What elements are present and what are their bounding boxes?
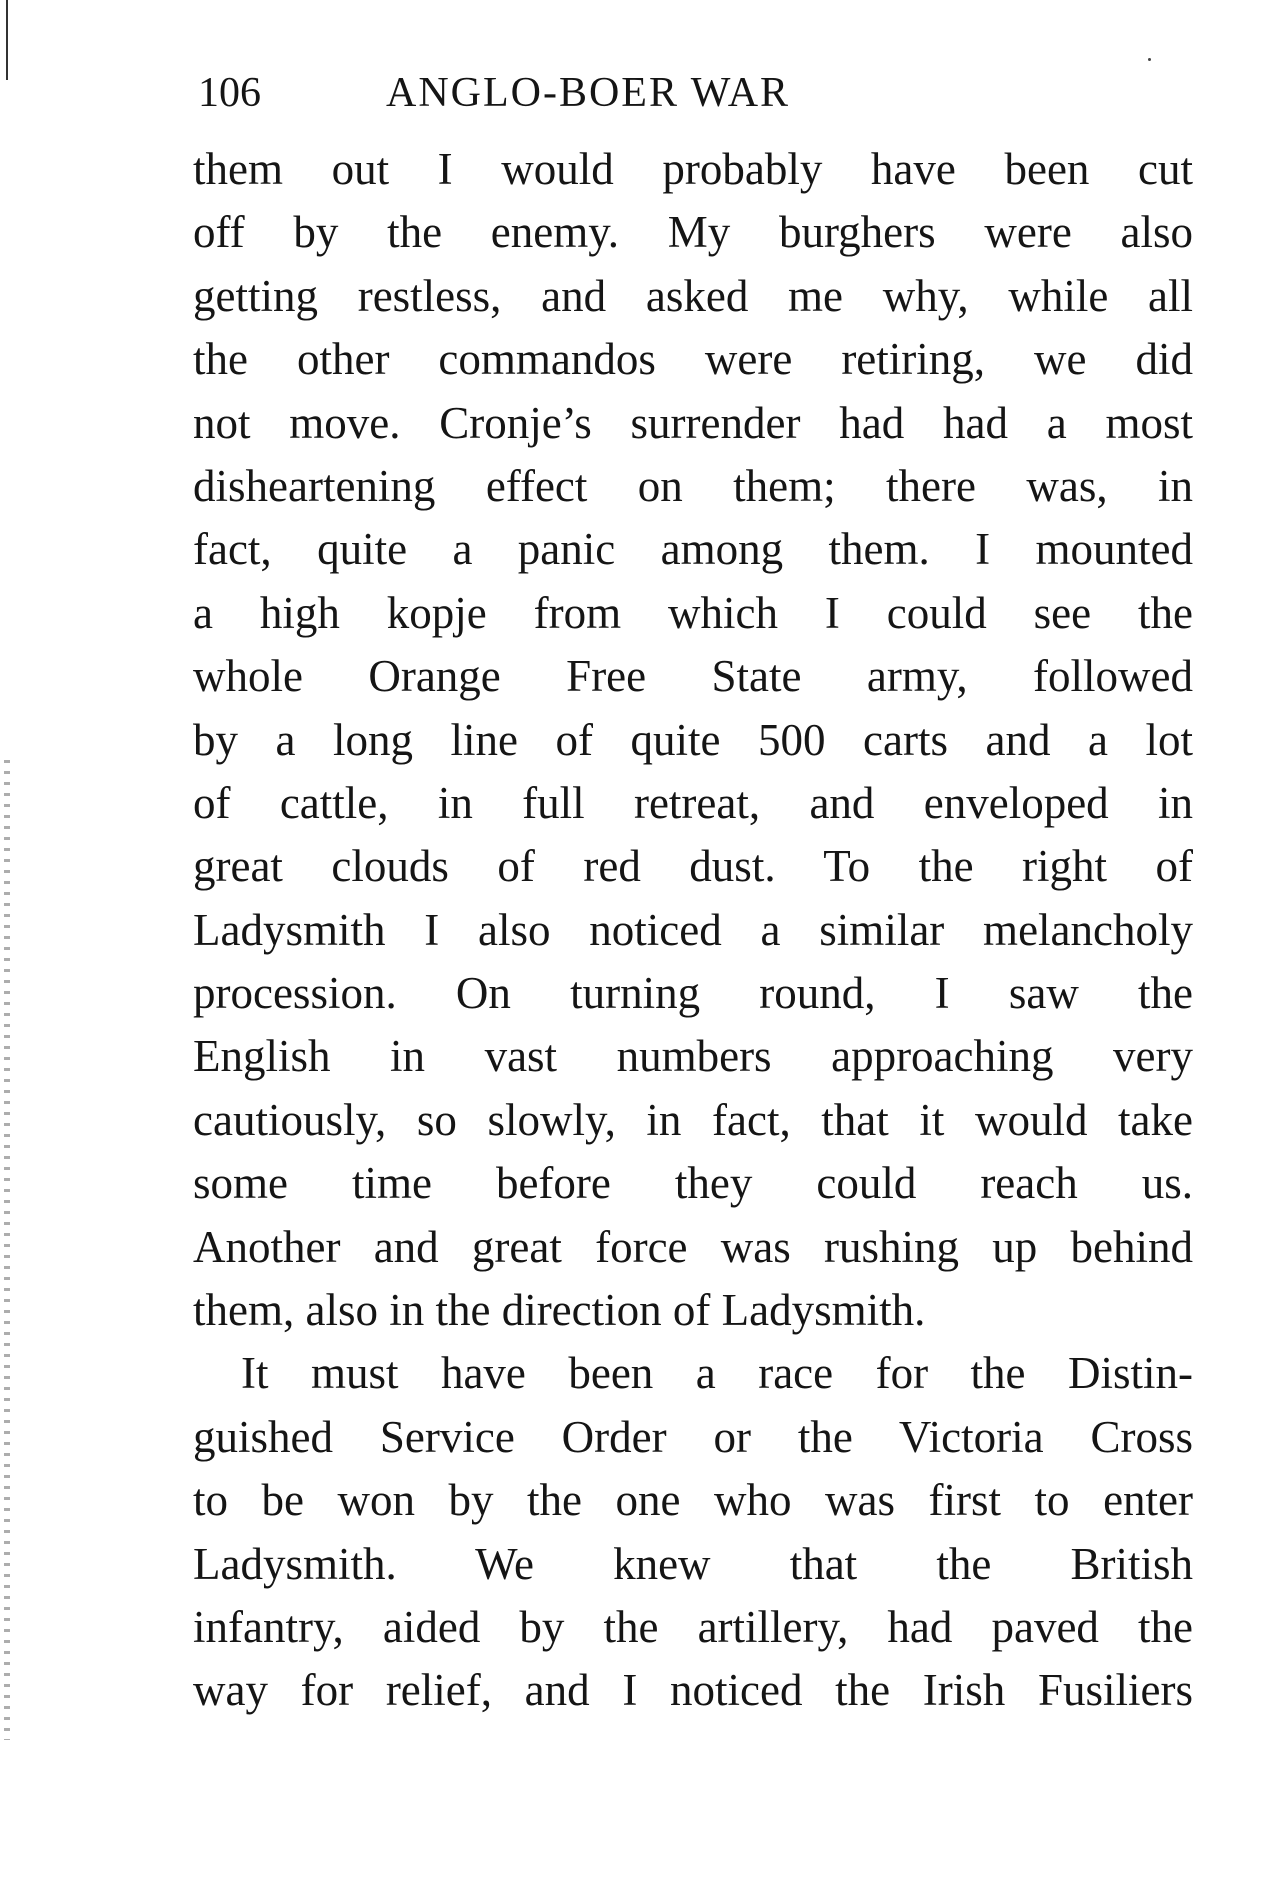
- body-text: [193, 138, 1193, 1723]
- text-line: Ladysmith. We knew that the British: [193, 1538, 1193, 1589]
- text-line: infantry, aided by the artillery, had paved the: [193, 1601, 1193, 1652]
- scan-speck: [1148, 58, 1151, 61]
- text-line: them, also in the direction of Ladysmith.: [193, 1285, 926, 1336]
- text-line: guished Service Order or the Victoria Cross: [193, 1411, 1193, 1462]
- text-line: getting restless, and asked me why, while all: [193, 270, 1193, 321]
- text-line: English in vast numbers approaching very: [193, 1031, 1193, 1082]
- text-line: Ladysmith I also noticed a similar melancholy: [193, 904, 1193, 955]
- text-line: a high kopje from which I could see the: [193, 587, 1193, 638]
- text-line: procession. On turning round, I saw the: [193, 968, 1193, 1019]
- text-line: not move. Cronje’s surrender had had a most: [193, 397, 1193, 448]
- text-line: them out I would probably have been cut: [193, 144, 1193, 194]
- text-line: way for relief, and I noticed the Irish Fusiliers: [193, 1665, 1193, 1716]
- text-line: It must have been a race for the Distin-: [241, 1348, 1193, 1399]
- text-line: fact, quite a panic among them. I mounted: [193, 524, 1193, 575]
- text-line: the other commandos were retiring, we did: [193, 334, 1193, 385]
- page-binding-edge: [6, 0, 8, 80]
- page-binding-specks: [4, 760, 10, 1740]
- text-line: whole Orange Free State army, followed: [193, 651, 1193, 702]
- text-line: some time before they could reach us.: [193, 1158, 1193, 1209]
- text-line: disheartening effect on them; there was, in: [193, 460, 1193, 511]
- text-line: great clouds of red dust. To the right of: [193, 841, 1193, 892]
- page-number: 106: [198, 70, 261, 116]
- text-line: Another and great force was rushing up behind: [193, 1221, 1193, 1272]
- text-line: by a long line of quite 500 carts and a lot: [193, 714, 1193, 765]
- text-line: off by the enemy. My burghers were also: [193, 207, 1193, 258]
- running-head: ANGLO-BOER WAR: [386, 70, 791, 116]
- text-line: of cattle, in full retreat, and enveloped in: [193, 777, 1193, 828]
- text-line: to be won by the one who was first to enter: [193, 1475, 1193, 1526]
- page-header: [198, 68, 1188, 118]
- text-line: cautiously, so slowly, in fact, that it would take: [193, 1094, 1193, 1145]
